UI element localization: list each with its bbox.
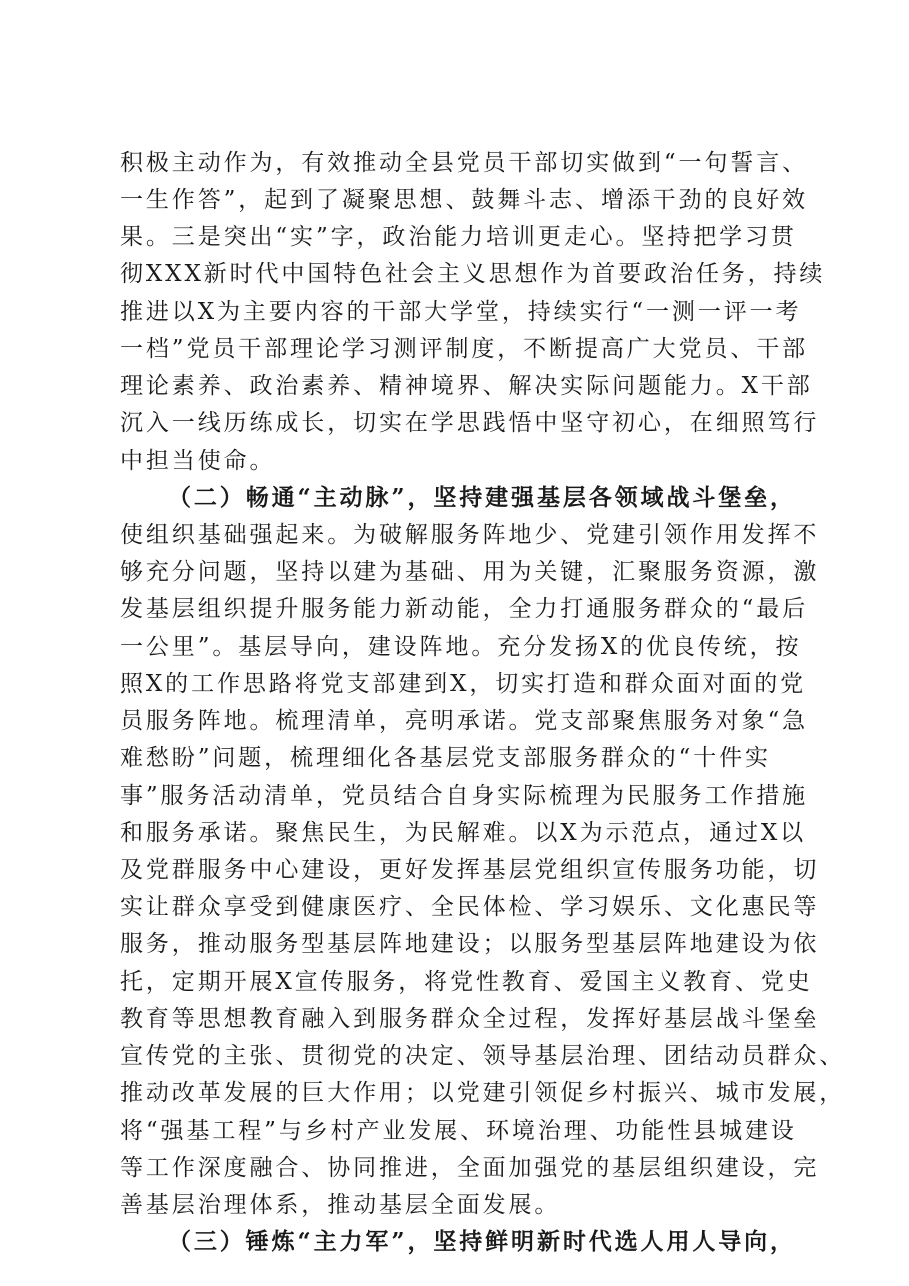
body-text-line: 等工作深度融合、协同推进，全面加强党的基层组织建设，完 [120,1155,820,1181]
body-text-line: 推动改革发展的巨大作用；以党建引领促乡村振兴、城市发展， [120,1080,846,1106]
section-heading-2: （二）畅通“主动脉”，坚持建强基层各领域战斗堡垒， [168,484,796,511]
body-text-line: 沉入一线历练成长，切实在学思践悟中坚守初心，在细照笃行 [120,410,820,436]
body-text-line: 善基层治理体系，推动基层全面发展。 [120,1192,561,1218]
body-text-line: 彻XXX新时代中国特色社会主义思想作为首要政治任务，持续 [120,261,826,287]
body-text-line: 难愁盼”问题，梳理细化各基层党支部服务群众的“十件实 [120,745,771,771]
body-text-line: 发基层组织提升服务能力新动能，全力打通服务群众的“最后 [120,596,809,622]
body-text-line: 一生作答”，起到了凝聚思想、鼓舞斗志、增添干劲的良好效 [120,187,809,213]
section-heading-3: （三）锤炼“主力军”，坚持鲜明新时代选人用人导向， [168,1228,796,1255]
body-text-line: 够充分问题，坚持以建为基础、用为关键，汇聚服务资源，激 [120,559,820,585]
body-text-line: 使组织基础强起来。为破解服务阵地少、党建引领作用发挥不 [120,522,820,548]
body-text-line: 实让群众享受到健康医疗、全民体检、学习娱乐、文化惠民等 [120,894,820,920]
body-text-line: 积极主动作为，有效推动全县党员干部切实做到“一句誓言、 [120,150,809,176]
body-text-line: 员服务阵地。梳理清单，亮明承诺。党支部聚焦服务对象“急 [120,708,809,734]
body-text-line: 中担当使命。 [120,448,276,474]
body-text-line: 事”服务活动清单，党员结合自身实际梳理为民服务工作措施 [120,783,809,809]
body-text-line: 果。三是突出“实”字，政治能力培训更走心。坚持把学习贯 [120,224,797,250]
body-text-line: 服务，推动服务型基层阵地建设；以服务型基层阵地建设为依 [120,931,820,957]
body-text-line: 理论素养、政治素养、精神境界、解决实际问题能力。X干部 [120,373,813,399]
body-text-line: 照X的工作思路将党支部建到X，切实打造和群众面对面的党 [120,671,807,697]
body-text-line: 将“强基工程”与乡村产业发展、环境治理、功能性县城建设 [120,1118,797,1144]
body-text-line: 和服务承诺。聚焦民生，为民解难。以X为示范点，通过X以 [120,820,807,846]
body-text-line: 宣传党的主张、贯彻党的决定、领导基层治理、团结动员群众、 [120,1043,846,1069]
body-text-line: 及党群服务中心建设，更好发挥基层党组织宣传服务功能，切 [120,857,820,883]
body-text-line: 托，定期开展X宣传服务，将党性教育、爱国主义教育、党史 [120,969,813,995]
body-text-line: 推进以X为主要内容的干部大学堂，持续实行“一测一评一考 [120,299,802,325]
body-text-line: 教育等思想教育融入到服务群众全过程，发挥好基层战斗堡垒 [120,1006,820,1032]
body-text-line: 一档”党员干部理论学习测评制度，不断提高广大党员、干部 [120,336,809,362]
body-text-line: 一公里”。基层导向，建设阵地。充分发扬X的优良传统，按 [120,634,802,660]
